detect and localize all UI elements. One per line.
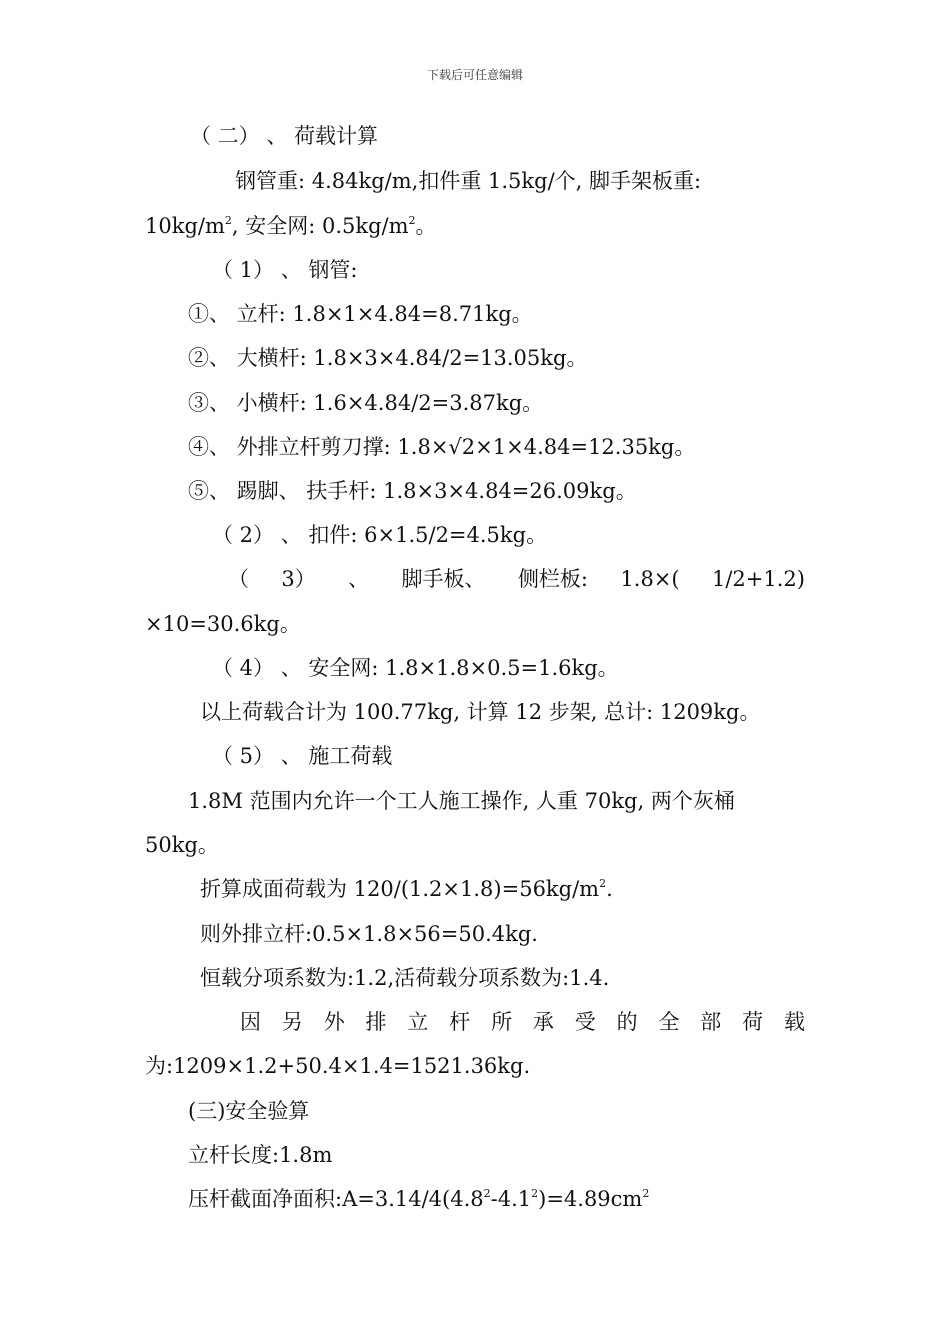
load-coefficient-line: 恒载分项系数为:1.2,活荷载分项系数为:1.4.	[200, 966, 610, 990]
all-load-char: 外	[323, 1010, 345, 1034]
all-load-line-1	[240, 1008, 805, 1036]
all-load-line-2: 为:1209×1.2+50.4×1.4=1521.36kg.	[145, 1054, 531, 1078]
net-area-post: )=4.89cm	[538, 1187, 643, 1211]
superscript-2: 2	[531, 1187, 539, 1200]
area-load-post: .	[606, 877, 613, 901]
construction-load-line-2: 50kg。	[145, 833, 219, 857]
area-load-pre: 折算成面荷载为 120/(1.2×1.8)=56kg/m	[200, 877, 600, 901]
intro-line-2-pre: 10kg/m	[145, 214, 225, 238]
area-load-line	[200, 875, 613, 903]
p3-part: 侧栏板:	[517, 567, 589, 591]
net-area-line	[188, 1185, 649, 1213]
all-load-char: 部	[700, 1010, 722, 1034]
page-header: 下载后可任意编辑	[426, 68, 523, 82]
all-load-char: 载	[783, 1010, 805, 1034]
net-area-pre: 压杆截面净面积:A=3.14/4(4.8	[188, 1187, 484, 1211]
item-large-crossbar: ②、 大横杆: 1.8×3×4.84/2=13.05kg。	[188, 346, 588, 370]
intro-line-2-mid: , 安全网: 0.5kg/m	[231, 214, 409, 238]
section2-title: （ 二） 、 荷载计算	[190, 124, 379, 148]
p3-part: 1.8×(	[620, 567, 680, 591]
p3-part: 3）	[281, 567, 316, 591]
outer-pole-load: 则外排立杆:0.5×1.8×56=50.4kg.	[200, 922, 538, 946]
all-load-char: 杆	[449, 1010, 471, 1034]
steel-pipe-title: （ 1） 、 钢管:	[212, 258, 358, 282]
item-small-crossbar: ③、 小横杆: 1.6×4.84/2=3.87kg。	[188, 391, 544, 415]
all-load-char: 立	[407, 1010, 429, 1034]
all-load-char: 承	[532, 1010, 554, 1034]
fastener-line: （ 2） 、 扣件: 6×1.5/2=4.5kg。	[212, 523, 548, 547]
intro-line-1: 钢管重: 4.84kg/m,扣件重 1.5kg/个, 脚手架板重:	[235, 169, 702, 193]
construction-load-line-1: 1.8M 范围内允许一个工人施工操作, 人重 70kg, 两个灰桶	[188, 789, 735, 813]
section3-title: (三)安全验算	[188, 1099, 310, 1123]
all-load-char: 全	[658, 1010, 680, 1034]
p3-part: 1/2+1.2)	[711, 567, 805, 591]
superscript-2: 2	[642, 1187, 650, 1200]
item-kick-handrail: ⑤、 踢脚、 扶手杆: 1.8×3×4.84=26.09kg。	[188, 479, 637, 503]
p3-part: （	[228, 567, 249, 591]
all-load-char: 另	[281, 1010, 303, 1034]
all-load-char: 排	[365, 1010, 387, 1034]
total-load-line: 以上荷载合计为 100.77kg, 计算 12 步架, 总计: 1209kg。	[200, 700, 761, 724]
net-area-mid: -4.1	[490, 1187, 532, 1211]
construction-load-title: （ 5） 、 施工荷载	[212, 744, 393, 768]
scaffold-board-continuation: ×10=30.6kg。	[145, 612, 301, 636]
superscript-2: 2	[224, 214, 232, 227]
all-load-char: 受	[574, 1010, 596, 1034]
all-load-char: 所	[491, 1010, 513, 1034]
superscript-2: 2	[599, 877, 607, 890]
all-load-char: 因	[240, 1010, 261, 1034]
safety-net-line: （ 4） 、 安全网: 1.8×1.8×0.5=1.6kg。	[212, 656, 619, 680]
p3-part: 、	[348, 567, 370, 591]
item-vertical-pole: ①、 立杆: 1.8×1×4.84=8.71kg。	[188, 302, 533, 326]
intro-line-2	[145, 212, 437, 240]
intro-line-2-post: 。	[415, 214, 437, 238]
superscript-2: 2	[408, 214, 416, 227]
p3-part: 脚手板、	[401, 567, 486, 591]
pole-length-line: 立杆长度:1.8m	[188, 1143, 333, 1167]
item-scissor-brace: ④、 外排立杆剪刀撑: 1.8×√2×1×4.84=12.35kg。	[188, 435, 696, 459]
scaffold-board-line	[228, 565, 805, 593]
all-load-char: 的	[616, 1010, 638, 1034]
superscript-2: 2	[483, 1187, 491, 1200]
all-load-char: 荷	[742, 1010, 764, 1034]
